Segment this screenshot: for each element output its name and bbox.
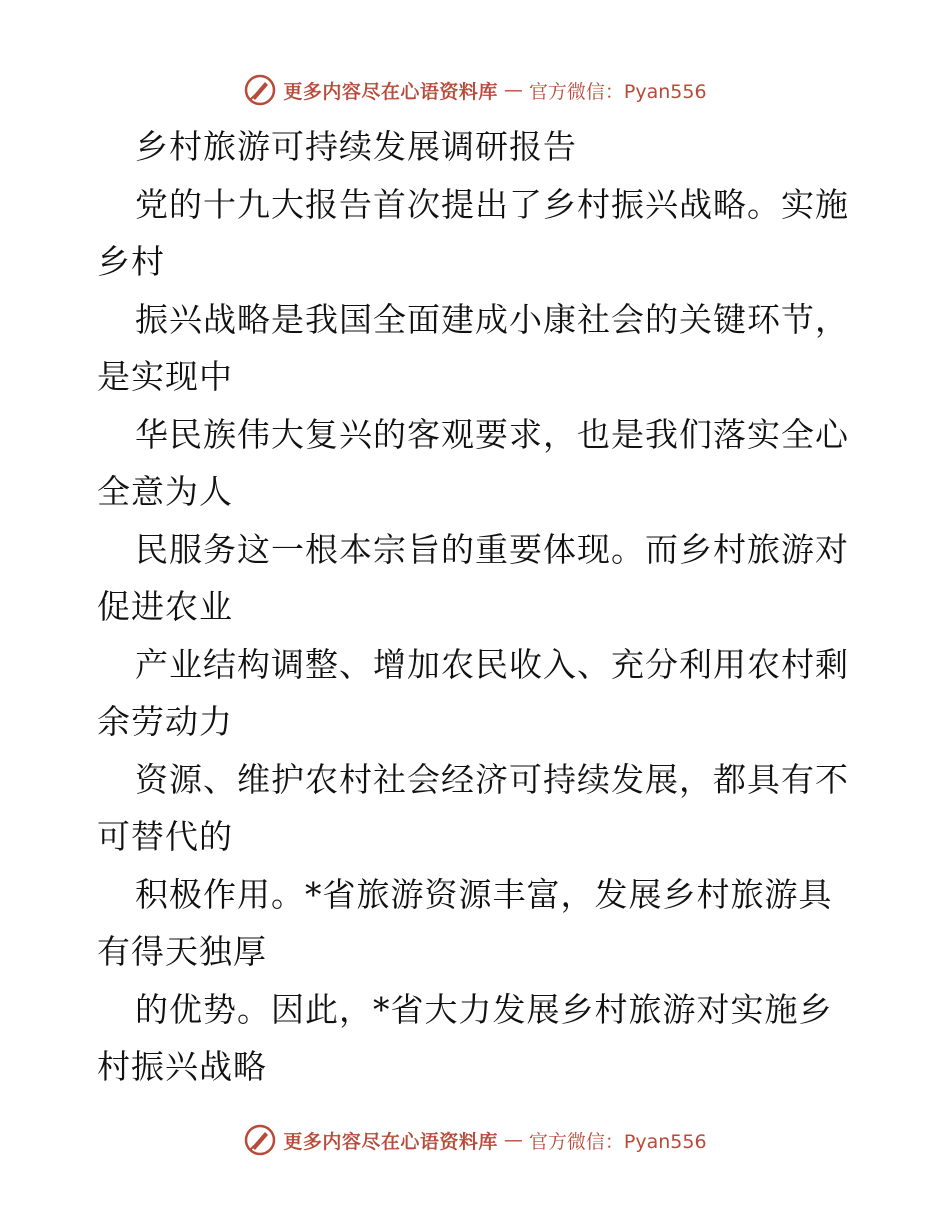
body-text-line: 华民族伟大复兴的客观要求，也是我们落实全心 xyxy=(135,414,849,454)
body-text-line: 民服务这一根本宗旨的重要体现。而乡村旅游对 xyxy=(135,529,849,569)
body-text-line: 促进农业 xyxy=(97,587,233,626)
footer-watermark-banner xyxy=(0,1120,950,1160)
banner-dash: — xyxy=(503,1129,523,1151)
banner-wechat-text: 官方微信：Pyan556 xyxy=(528,80,707,103)
body-text-line: 有得天独厚 xyxy=(97,932,267,971)
body-text-line: 村振兴战略 xyxy=(97,1047,267,1086)
body-text-line: 产业结构调整、增加农民收入、充分利用农村剩 xyxy=(135,644,849,684)
body-text-line: 党的十九大报告首次提出了乡村振兴战略。实施 xyxy=(135,184,849,224)
header-watermark-banner xyxy=(0,70,950,110)
banner-brand-text: 更多内容尽在心语资料库 xyxy=(283,80,498,103)
body-text-line: 资源、维护农村社会经济可持续发展，都具有不 xyxy=(135,759,849,799)
banner-wechat-text: 官方微信：Pyan556 xyxy=(528,1130,707,1153)
document-title: 乡村旅游可持续发展调研报告 xyxy=(135,127,577,166)
quill-seal-icon xyxy=(243,1123,277,1157)
body-text-line: 积极作用。*省旅游资源丰富，发展乡村旅游具 xyxy=(135,874,833,914)
body-text-line: 的优势。因此，*省大力发展乡村旅游对实施乡 xyxy=(135,989,833,1029)
document-body xyxy=(97,118,857,1096)
body-text-line: 乡村 xyxy=(97,242,165,281)
quill-seal-icon xyxy=(243,73,277,107)
body-text-line: 可替代的 xyxy=(97,817,233,856)
body-text-line: 是实现中 xyxy=(97,357,233,396)
banner-brand-text: 更多内容尽在心语资料库 xyxy=(283,1130,498,1153)
body-text-line: 全意为人 xyxy=(97,472,233,511)
body-text-line: 振兴战略是我国全面建成小康社会的关键环节， xyxy=(135,299,849,339)
banner-dash: — xyxy=(503,79,523,101)
body-text-line: 余劳动力 xyxy=(97,702,233,741)
